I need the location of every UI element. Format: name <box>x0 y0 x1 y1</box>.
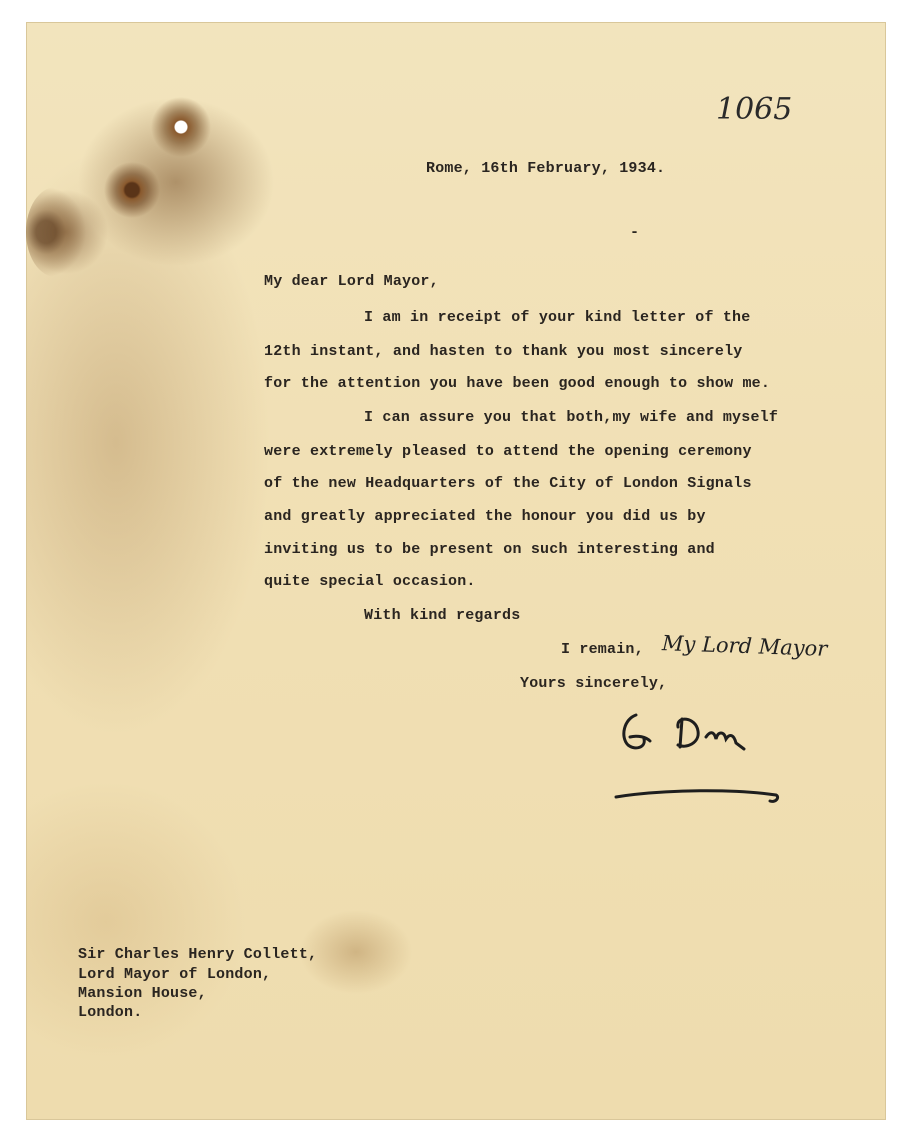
i-remain: I remain, <box>561 641 644 658</box>
body-line: inviting us to be present on such interesting and <box>264 541 715 558</box>
letter-dateline: Rome, 16th February, 1934. <box>426 160 666 177</box>
handwritten-addition: My Lord Mayor <box>661 631 828 661</box>
body-line: for the attention you have been good enough to show me. <box>264 375 771 392</box>
body-line: quite special occasion. <box>264 573 476 590</box>
address-line: Mansion House, <box>78 985 207 1002</box>
body-line: 12th instant, and hasten to thank you most sincerely <box>264 343 743 360</box>
edge-stain <box>26 187 86 277</box>
yours-sincerely: Yours sincerely, <box>520 675 668 692</box>
address-line: Lord Mayor of London, <box>78 966 272 983</box>
dash-mark: - <box>630 224 640 241</box>
body-line: of the new Headquarters of the City of London Signals <box>264 475 752 492</box>
body-line: and greatly appreciated the honour you did us by <box>264 508 706 525</box>
letter-page <box>26 22 886 1120</box>
address-line: Sir Charles Henry Collett, <box>78 946 318 963</box>
punch-hole-stain <box>104 162 160 218</box>
signature <box>606 697 806 817</box>
body-line: I am in receipt of your kind letter of the <box>364 309 751 326</box>
body-line: were extremely pleased to attend the opening ceremony <box>264 443 752 460</box>
salutation: My dear Lord Mayor, <box>264 273 439 290</box>
closing-regards: With kind regards <box>364 607 521 624</box>
punch-hole-stain <box>151 97 211 157</box>
address-line: London. <box>78 1004 143 1021</box>
archive-number: 1065 <box>716 92 793 127</box>
body-line: I can assure you that both,my wife and myself <box>364 409 779 426</box>
